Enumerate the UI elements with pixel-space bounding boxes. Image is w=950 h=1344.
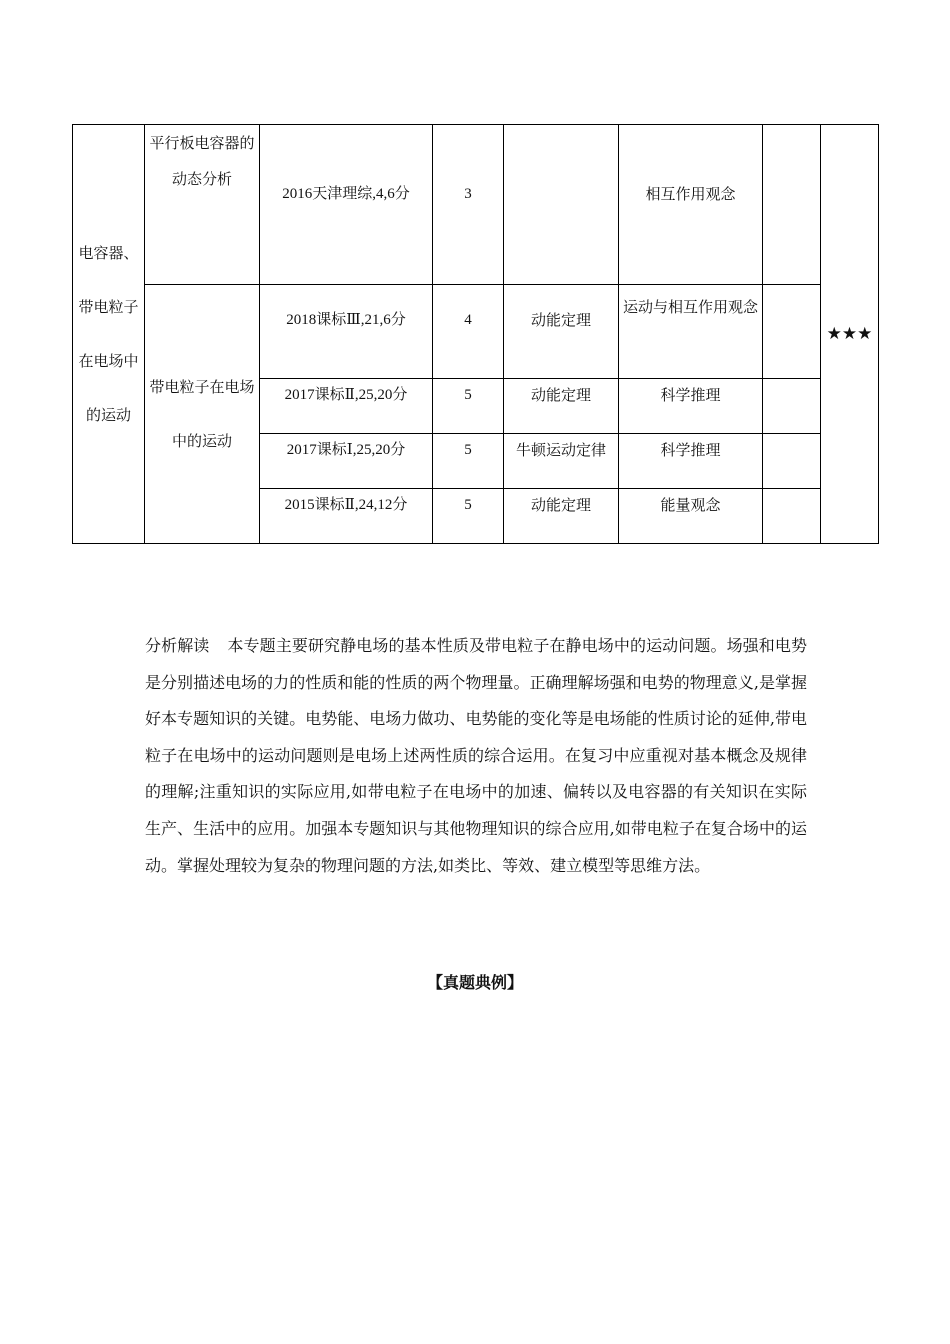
analysis-label: 分析解读 [145,636,210,655]
source-cell: 2017课标Ⅰ,25,20分 [260,434,433,489]
method-cell: 动能定理 [504,285,619,379]
difficulty-cell: 5 [433,434,504,489]
empty-cell [763,434,821,489]
difficulty-cell: 5 [433,489,504,544]
literacy-cell: 能量观念 [619,489,763,544]
empty-cell [763,125,821,285]
method-cell [504,125,619,285]
source-cell: 2017课标Ⅱ,25,20分 [260,379,433,434]
section-heading: 【真题典例】 [426,973,523,992]
method-cell: 动能定理 [504,379,619,434]
literacy-cell: 相互作用观念 [619,125,763,285]
literacy-cell: 科学推理 [619,434,763,489]
empty-cell [763,489,821,544]
topic-cell: 电容器、带电粒子在电场中的运动 [73,125,145,544]
stars-cell [821,125,879,544]
source-cell: 2016天津理综,4,6分 [260,125,433,285]
method-cell: 牛顿运动定律 [504,434,619,489]
rating-stars: ★★★ [826,324,873,344]
literacy-cell: 运动与相互作用观念 [619,285,763,379]
difficulty-cell: 3 [433,125,504,285]
empty-cell [763,285,821,379]
exam-analysis-table [72,124,879,544]
method-cell: 动能定理 [504,489,619,544]
source-cell: 2015课标Ⅱ,24,12分 [260,489,433,544]
analysis-paragraph [145,628,807,884]
literacy-cell: 科学推理 [619,379,763,434]
subtopic-cell-2: 带电粒子在电场中的运动 [145,285,260,544]
empty-cell [763,379,821,434]
analysis-text: 本专题主要研究静电场的基本性质及带电粒子在静电场中的运动问题。场强和电势是分别描述电场的力的性质和能的性质的两个物理量。正确理解场强和电势的物理意义,是掌握好本专题知识的关键。电势能、电场力做功、电势能的变化等是电场能的性质讨论的延伸,带电粒子在电场中的运动问题则是电场上述两性质的综合运用。在复习中应重视对基本概念及规律的理解;注重知识的实际应用,如带电粒子在电场中的加速、偏转以及电容器的有关知识在实际生产、生活中的应用。加强本专题知识与其他物理知识的综合应用,如带电粒子在复合场中的运动。掌握处理较为复杂的物理问题的方法,如类比、等效、建立模型等思维方法。 [145,636,807,875]
difficulty-cell: 4 [433,285,504,379]
difficulty-cell: 5 [433,379,504,434]
subtopic-cell-1: 平行板电容器的动态分析 [145,125,260,285]
source-cell: 2018课标Ⅲ,21,6分 [260,285,433,379]
